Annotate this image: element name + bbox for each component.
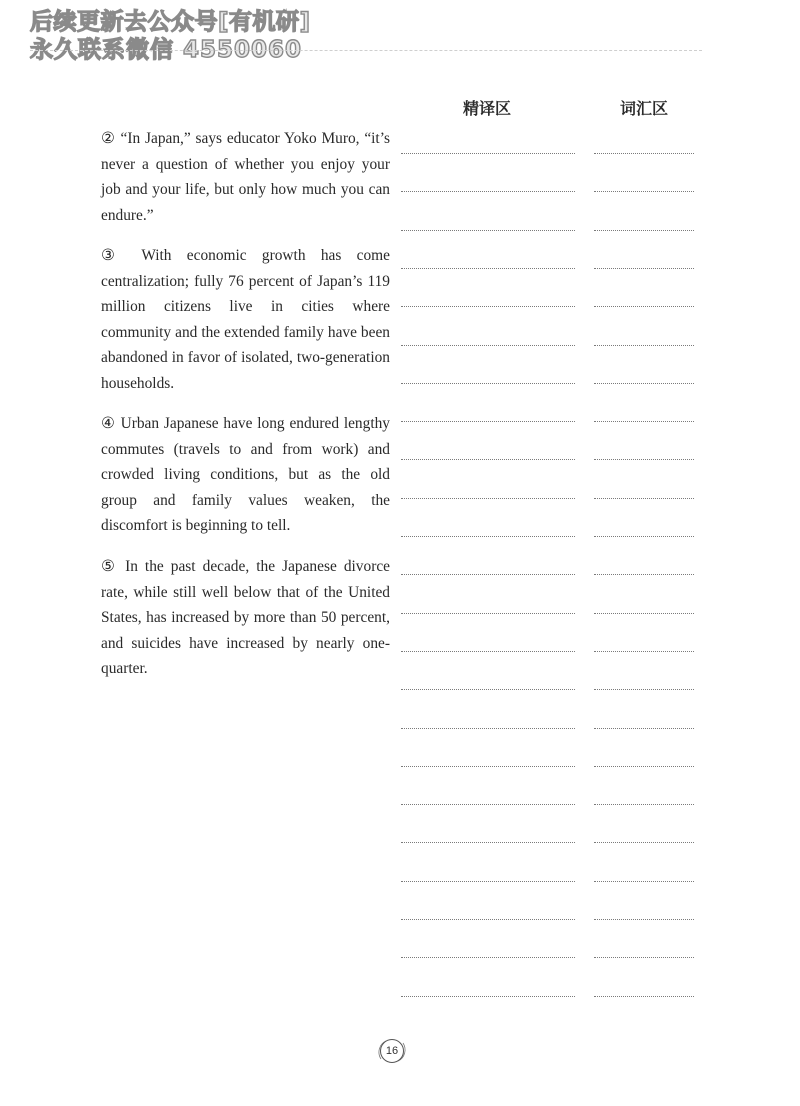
translation-line — [401, 459, 575, 460]
translation-line — [401, 153, 575, 154]
paragraph-text: Urban Japanese have long endured lengthy commutes (travels to and from work) and crowded living conditions, but as the old group and family values weaken, the discomfort is beginning to tell. — [101, 415, 390, 535]
translation-line — [401, 306, 575, 307]
vocabulary-line — [594, 191, 694, 192]
paragraph-marker: ③ — [101, 247, 127, 264]
vocabulary-column-heading: 词汇区 — [620, 99, 669, 118]
vocabulary-line — [594, 651, 694, 652]
vocabulary-line — [594, 498, 694, 499]
vocabulary-line — [594, 881, 694, 882]
vocabulary-line — [594, 536, 694, 537]
vocabulary-line — [594, 268, 694, 269]
vocabulary-line — [594, 383, 694, 384]
translation-line — [401, 728, 575, 729]
translation-column-heading: 精译区 — [463, 99, 512, 118]
translation-line — [401, 191, 575, 192]
paragraph-text: In the past decade, the Japanese divorce rate, while still well below that of the United States, has increased by more than 50 percent, and suicides have increased by nearly one-quarter. — [101, 558, 390, 678]
vocabulary-line — [594, 689, 694, 690]
page-number: 16 — [380, 1039, 404, 1063]
watermark-line-2: 永久联系微信 4550060 — [30, 37, 303, 63]
paragraph-marker: ⑤ — [101, 558, 118, 575]
translation-line — [401, 957, 575, 958]
paragraph-marker: ④ — [101, 415, 116, 432]
paragraph-text: “In Japan,” says educator Yoko Muro, “it’s never a question of whether you enjoy your job and your life, but only how much you can endure.” — [101, 130, 390, 224]
translation-line — [401, 268, 575, 269]
translation-line — [401, 574, 575, 575]
vocabulary-line — [594, 459, 694, 460]
translation-line — [401, 498, 575, 499]
translation-line — [401, 651, 575, 652]
watermark — [30, 8, 350, 64]
vocabulary-line — [594, 421, 694, 422]
vocabulary-line — [594, 842, 694, 843]
translation-line — [401, 536, 575, 537]
vocabulary-line — [594, 766, 694, 767]
translation-line — [401, 842, 575, 843]
translation-line — [401, 345, 575, 346]
page-number-badge — [376, 1037, 408, 1065]
paragraph-4 — [101, 411, 390, 539]
translation-line — [401, 766, 575, 767]
translation-line — [401, 996, 575, 997]
paragraph-marker: ② — [101, 130, 116, 147]
translation-line — [401, 421, 575, 422]
translation-line — [401, 383, 575, 384]
vocabulary-line — [594, 613, 694, 614]
vocabulary-line — [594, 153, 694, 154]
vocabulary-line — [594, 574, 694, 575]
watermark-line-1: 后续更新去公众号[有机研] — [30, 9, 311, 35]
paragraph-2 — [101, 126, 390, 228]
translation-line — [401, 804, 575, 805]
paragraph-3 — [101, 243, 390, 397]
translation-line — [401, 881, 575, 882]
header-rule — [30, 50, 702, 51]
vocabulary-line — [594, 728, 694, 729]
translation-line — [401, 613, 575, 614]
paragraph-text: With economic growth has come centralization; fully 76 percent of Japan’s 119 million citizens live in cities where community and the extended family have been abandoned in favor of isolated, two-generation households. — [101, 247, 390, 392]
translation-line — [401, 919, 575, 920]
vocabulary-line — [594, 306, 694, 307]
translation-line — [401, 689, 575, 690]
vocabulary-line — [594, 957, 694, 958]
vocabulary-line — [594, 804, 694, 805]
vocabulary-line — [594, 345, 694, 346]
vocabulary-line — [594, 230, 694, 231]
vocabulary-line — [594, 996, 694, 997]
translation-line — [401, 230, 575, 231]
vocabulary-line — [594, 919, 694, 920]
paragraph-5 — [101, 554, 390, 682]
